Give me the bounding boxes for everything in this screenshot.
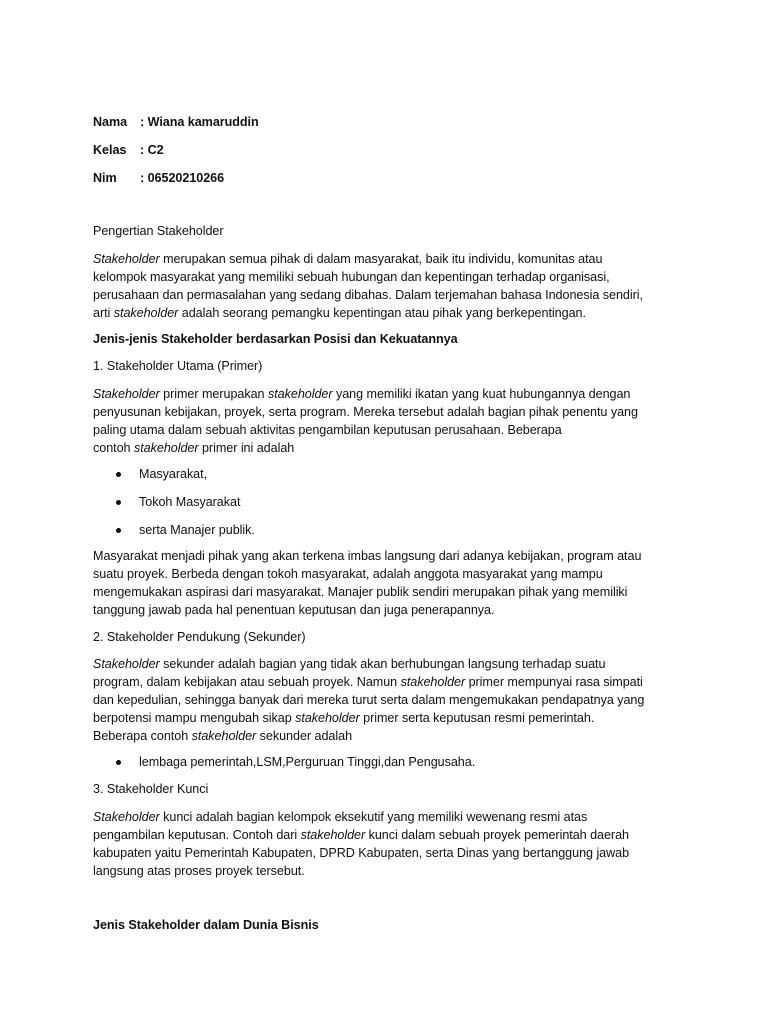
nim-value: : 06520210266 [140,171,225,185]
paragraph-line: langsung atas proses proyek tersebut. [93,864,305,878]
subheading-kunci: 3. Stakeholder Kunci [93,782,209,796]
subheading-pendukung: 2. Stakeholder Pendukung (Sekunder) [93,630,306,644]
italic-term: Stakeholder [93,810,160,824]
paragraph-kunci [93,808,668,880]
document-page [93,0,668,1024]
list-item-text: lembaga pemerintah,LSM,Perguruan Tinggi,dan Pengusaha. [139,755,476,769]
paragraph-line: Masyarakat menjadi pihak yang akan terkena imbas langsung dari adanya kebijakan, program atau [93,549,642,563]
paragraph-line: kelompok masyarakat yang memiliki sebuah hubungan dan kepentingan terhadap organisasi, [93,270,610,284]
text-run: Beberapa contoh [93,729,192,743]
list-item-text: Masyarakat, [139,467,208,481]
text-run: arti [93,306,114,320]
paragraph-line [93,250,668,268]
paragraph-line [93,673,668,691]
bullet-dot-icon [116,760,121,765]
paragraph-line [93,727,668,745]
text-run: primer serta keputusan resmi pemerintah. [359,711,595,725]
subheading-utama: 1. Stakeholder Utama (Primer) [93,359,263,373]
text-run: program, dalam kebijakan atau sebuah proyek. Namun [93,675,401,689]
nama-label: Nama [93,115,128,129]
paragraph-line [93,826,668,844]
paragraph-primer [93,385,668,457]
kelas-value: : C2 [140,143,164,157]
bullet-dot-icon [116,472,121,477]
section-heading-pengertian: Pengertian Stakeholder [93,224,224,238]
paragraph-line: dan kepedulian, sehingga banyak dari mereka turut serta dalam mengemukakan pendapatnya yang [93,693,645,707]
paragraph-pengertian [93,250,668,322]
list-item-text: Tokoh Masyarakat [139,495,241,509]
italic-term: Stakeholder [93,657,160,671]
paragraph-line: paling utama dalam sebuah aktivitas pengambilan keputusan perusahaan. Beberapa [93,423,562,437]
paragraph-line [93,655,668,673]
text-run: kunci adalah bagian kelompok eksekutif yang memiliki wewenang resmi atas [159,810,588,824]
section-heading-bisnis: Jenis Stakeholder dalam Dunia Bisnis [93,918,319,932]
section-heading-jenis: Jenis-jenis Stakeholder berdasarkan Posisi dan Kekuatannya [93,332,458,346]
text-run: adalah seorang pemangku kepentingan atau pihak yang berkepentingan. [178,306,586,320]
list-item-text: serta Manajer publik. [139,523,255,537]
text-run: pengambilan keputusan. Contoh dari [93,828,301,842]
kelas-label: Kelas [93,143,127,157]
nama-value: : Wiana kamaruddin [140,115,259,129]
text-run: primer mempunyai rasa simpati [465,675,643,689]
italic-term: stakeholder [300,828,366,842]
paragraph-line: kabupaten yaitu Pemerintah Kabupaten, DPRD Kabupaten, serta Dinas yang bertanggung jawab [93,846,630,860]
paragraph-line [93,808,668,826]
italic-term: stakeholder [191,729,257,743]
text-run: kunci dalam sebuah proyek pemerintah daerah [365,828,629,842]
italic-term: stakeholder [267,387,333,401]
italic-term: stakeholder [133,441,199,455]
paragraph-sekunder [93,655,668,745]
text-run: primer merupakan [159,387,268,401]
paragraph-line [93,709,668,727]
text-run: berpotensi mampu mengubah sikap [93,711,296,725]
paragraph-line [93,304,668,322]
paragraph-masyarakat [93,547,668,619]
text-run: primer ini adalah [198,441,295,455]
italic-term: Stakeholder [93,252,160,266]
italic-term: stakeholder [295,711,360,725]
bullet-dot-icon [116,528,121,533]
paragraph-line [93,385,668,403]
text-run: sekunder adalah [256,729,353,743]
paragraph-line: penyusunan kebijakan, proyek, serta program. Mereka tersebut adalah bagian pihak penentu yang [93,405,638,419]
italic-term: Stakeholder [93,387,160,401]
text-run: merupakan semua pihak di dalam masyarakat, baik itu individu, komunitas atau [159,252,603,266]
text-run: contoh [93,441,134,455]
paragraph-line: perusahaan dan permasalahan yang sedang dibahas. Dalam terjemahan bahasa Indonesia sendiri, [93,288,643,302]
text-run: sekunder adalah bagian yang tidak akan berhubungan langsung terhadap suatu [159,657,606,671]
nim-label: Nim [93,171,117,185]
italic-term: stakeholder [400,675,466,689]
bullet-dot-icon [116,500,121,505]
text-run: yang memiliki ikatan yang kuat hubungannya dengan [332,387,631,401]
paragraph-line: tanggung jawab pada hal penentuan keputusan dan juga penerapannya. [93,603,495,617]
italic-term: stakeholder [113,306,179,320]
paragraph-line [93,439,668,457]
paragraph-line: mengemukakan aspirasi dari masyarakat. Manajer publik sendiri merupakan pihak yang memiliki [93,585,628,599]
paragraph-line: suatu proyek. Berbeda dengan tokoh masyarakat, adalah anggota masyarakat yang mampu [93,567,603,581]
